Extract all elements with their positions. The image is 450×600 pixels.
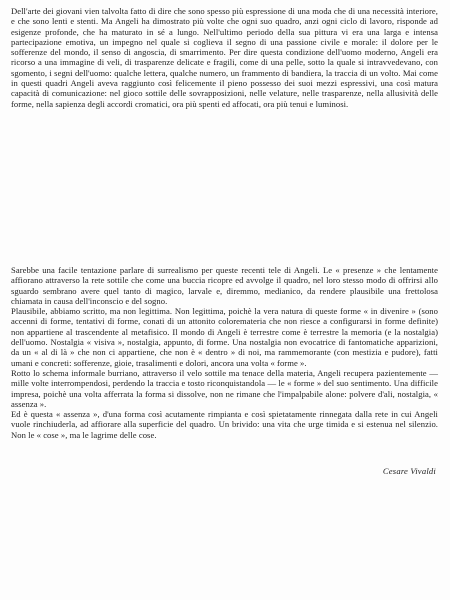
intro-paragraph: Dell'arte dei giovani vien talvolta fatto di dire che sono spesso più espressione di una moda che di una necessità interiore, e che sono lenti e stenti. Ma Angeli ha dimostrato più volte che ogni suo quadro, anzi ogni ciclo di lavoro, risponde ad esigenze profonde, che ha maturato in sé a lungo. Nell'ultimo periodo della sua pittura vi era una larga e intensa partecipazione emotiva, un impegno nel quale si coglieva il segno di una passione civile e morale: il dolore per le sofferenze del mondo, il senso di angoscia, di smarrimento. Per dire questa condizione dell'uomo moderno, Angeli era ricorso a una immagine di veli, di trasparenze delicate e fragili, come di una pelle, sotto la quale si intravvedevano, con sgomento, i segni dell'uomo: qualche lettera, qualche numero, un frammento di bandiera, la traccia di un volto. Mai come in questi quadri Angeli aveva raggiunto così felicemente il pieno possesso dei suoi mezzi espressivi, una così matura capacità di comunicazione: nel gioco sottile delle sovrapposizioni, nelle velature, nelle trasparenze, nella allusività delle forme, nella sapienza degli accordi cromatici, ora più spenti ed affocati, ora più tenui e luminosi. bbox=[11, 6, 438, 109]
intro-text bbox=[11, 6, 438, 109]
essay-body bbox=[11, 265, 438, 440]
essay-paragraph-2: Plausibile, abbiamo scritto, ma non legittima. Non legittima, poichè la vera natura di queste forme « in divenire » (sono accenni di forme, tentativi di forme, conati di un attonito coloremateria che non riesce a configurarsi in forme definite) non appartiene al trascendente al metafisico. Il mondo di Angeli è terrestre come è terrestre la memoria (e la nostalgia) dell'uomo. Nostalgia « visiva », nostalgia, appunto, di forme. Una nostalgia non evocatrice di fantomatiche apparizioni, da un « al di là » che non ci appartiene, che non è « dentro » di noi, ma rammemorante (con mestizia e pudore), fatti umani e concreti: sofferenze, gioie, trasalimenti e dolori, ancora una volta « forme ». bbox=[11, 306, 438, 368]
essay-paragraph-3: Rotto lo schema informale burriano, attraverso il velo sottile ma tenace della materia, Angeli recupera pazientemente — mille volte interrompendosi, perdendo la traccia e tosto riconquistandola — le « forme » del suo sentimento. Una difficile impresa, poichè una volta afferrata la forma si dissolve, non ne rimane che l'impalpabile alone: polvere d'ali, nostalgia, « assenza ». bbox=[11, 367, 438, 409]
author-signature: Cesare Vivaldi bbox=[382, 466, 436, 476]
essay-paragraph-4: Ed è questa « assenza », d'una forma così acutamente rimpianta e così spietatamente rinnegata dalla rete in cui Angeli vuole rinchiuderla, ad affiorare alla superficie del quadro. Un brivido: una vita che urge timida e si estenua nel silenzio. Non le « cose », ma le lagrime delle cose. bbox=[11, 409, 438, 440]
essay-paragraph-1: Sarebbe una facile tentazione parlare di surrealismo per queste recenti tele di Angeli. Le « presenze » che lentamente affiorano attraverso la rete sottile che come una buccia ricopre ed avvolge il quadro, nel loro stesso modo di offrirsi allo sguardo sembrano avere quel tanto di magico, larvale e, diremmo, medianico, da rendere plausibile una frettolosa chiamata in causa dell'inconscio e del sogno. bbox=[11, 265, 438, 306]
